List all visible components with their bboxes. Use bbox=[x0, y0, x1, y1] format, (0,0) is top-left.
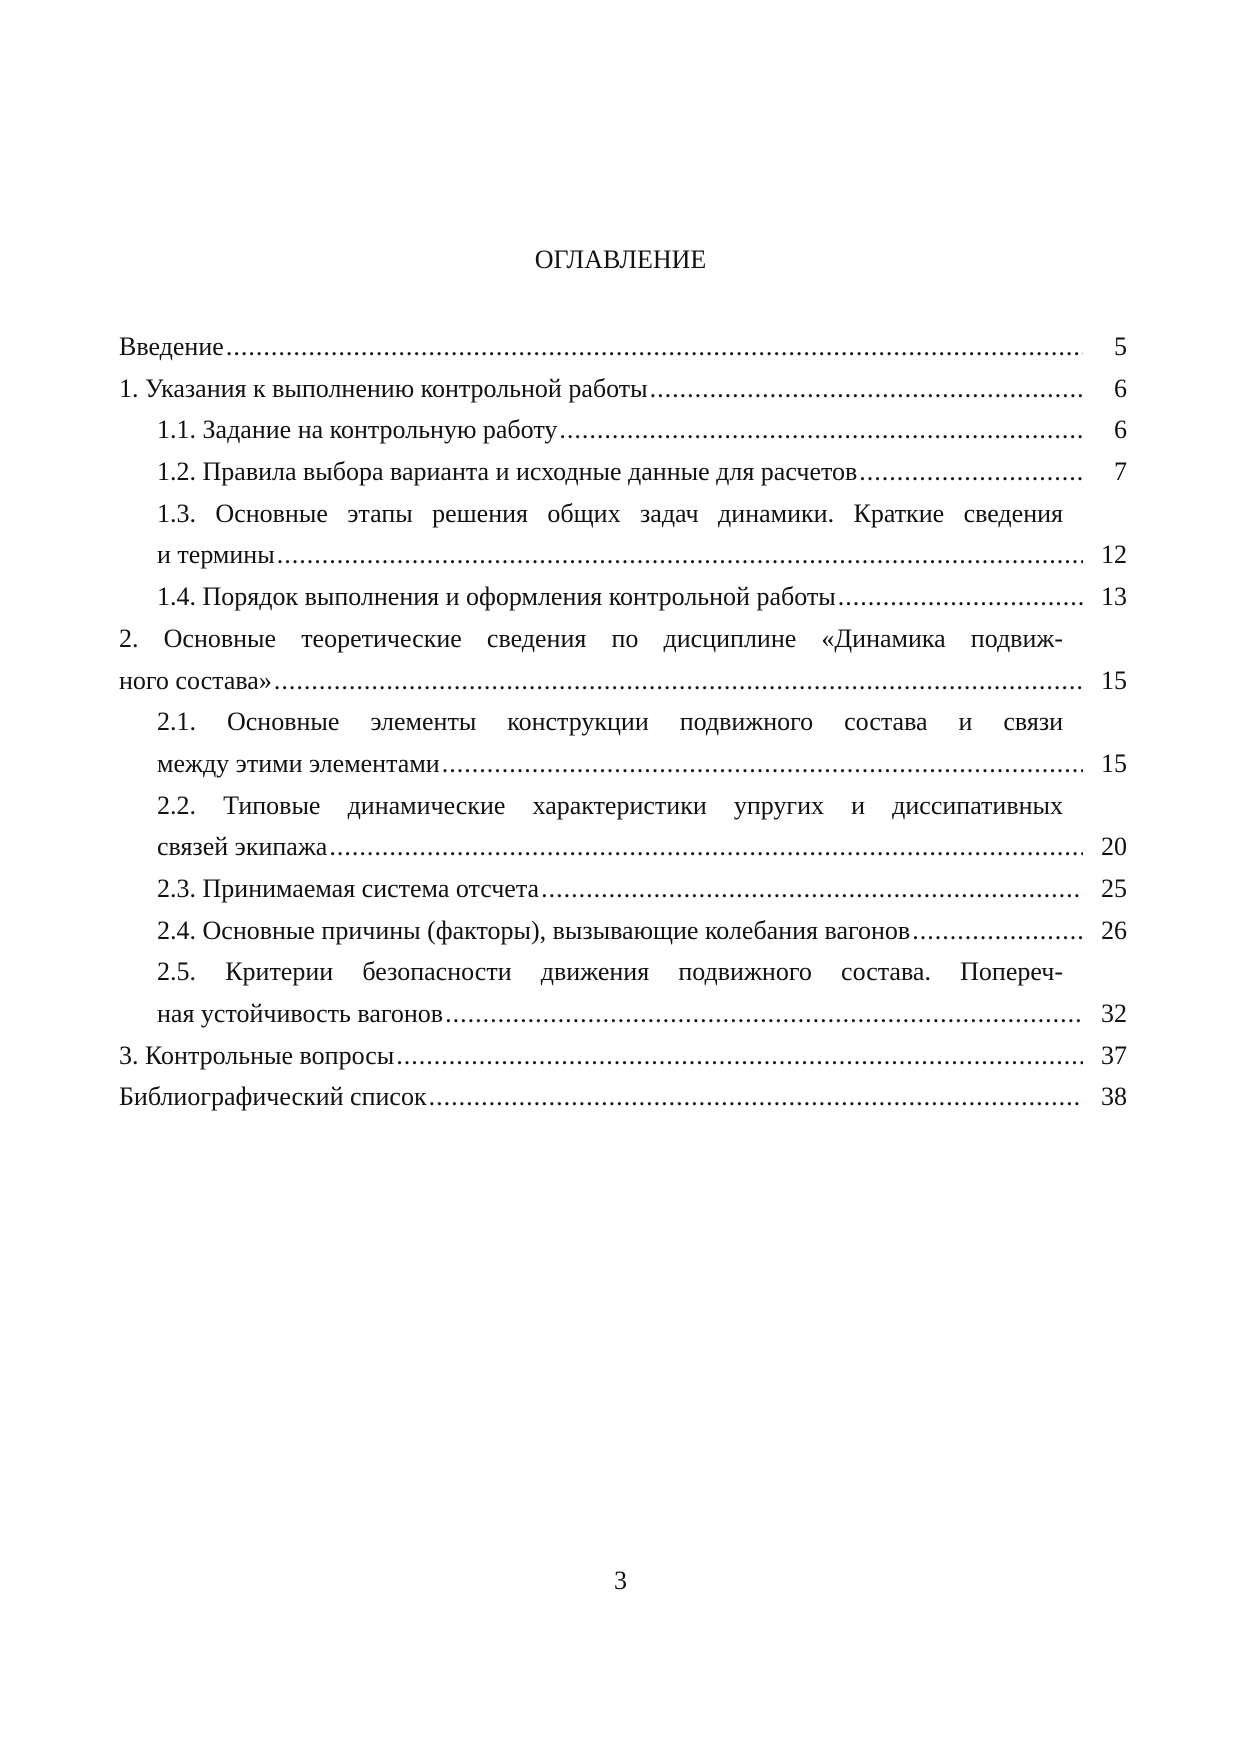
dot-leader bbox=[277, 534, 1083, 576]
dot-leader bbox=[650, 368, 1083, 410]
toc-entry[interactable] bbox=[119, 326, 1127, 368]
toc-page-number: 26 bbox=[1101, 915, 1127, 945]
toc-page-number: 20 bbox=[1101, 832, 1127, 862]
toc-entry-text: 1.1. Задание на контрольную работу bbox=[157, 415, 558, 445]
toc-page-number: 5 bbox=[1114, 332, 1127, 361]
toc-entry-text: Библиографический список bbox=[119, 1082, 427, 1112]
toc-entry-text: 2. Основные теоретические сведения по дисциплине «Динамика подвиж- bbox=[119, 623, 1063, 653]
table-of-contents bbox=[119, 326, 1127, 1118]
toc-entry[interactable] bbox=[119, 910, 1127, 952]
toc-entry-text: 1.2. Правила выбора варианта и исходные данные для расчетов bbox=[157, 457, 858, 487]
dot-leader bbox=[541, 868, 1083, 910]
dot-leader bbox=[226, 326, 1083, 368]
toc-page-number: 13 bbox=[1101, 582, 1127, 612]
toc-entry-text: 3. Контрольные вопросы bbox=[119, 1040, 395, 1070]
dot-leader bbox=[429, 1076, 1083, 1118]
toc-entry-text: 2.4. Основные причины (факторы), вызывающие колебания вагонов bbox=[157, 915, 911, 945]
toc-page-number: 12 bbox=[1101, 540, 1127, 570]
toc-entry[interactable] bbox=[119, 368, 1127, 410]
toc-entry-text: 2.2. Типовые динамические характеристики упругих и диссипативных bbox=[157, 790, 1063, 820]
toc-entry-text: 1.4. Порядок выполнения и оформления контрольной работы bbox=[157, 582, 836, 612]
toc-page-number: 32 bbox=[1101, 999, 1127, 1028]
toc-entry-text: и термины bbox=[157, 540, 275, 570]
toc-page-number: 15 bbox=[1101, 748, 1127, 778]
toc-entry[interactable] bbox=[119, 701, 1127, 784]
page-number: 3 bbox=[614, 1566, 627, 1595]
toc-entry-text: Введение bbox=[119, 332, 224, 361]
dot-leader bbox=[559, 409, 1083, 451]
toc-entry[interactable] bbox=[119, 451, 1127, 493]
toc-entry[interactable] bbox=[119, 868, 1127, 910]
toc-entry[interactable] bbox=[119, 618, 1127, 701]
dot-leader bbox=[838, 576, 1083, 618]
toc-entry-text: 2.3. Принимаемая система отсчета bbox=[157, 873, 540, 903]
dot-leader bbox=[396, 1035, 1083, 1077]
toc-entry[interactable] bbox=[119, 1035, 1127, 1077]
toc-entry[interactable] bbox=[119, 1076, 1127, 1118]
toc-entry-text: между этими элементами bbox=[157, 748, 440, 778]
toc-page-number: 6 bbox=[1114, 415, 1127, 445]
toc-entry-text: связей экипажа bbox=[157, 832, 328, 862]
dot-leader bbox=[442, 743, 1083, 785]
toc-page-number: 37 bbox=[1101, 1040, 1127, 1070]
dot-leader bbox=[445, 993, 1083, 1035]
toc-entry-text: 2.1. Основные элементы конструкции подвижного состава и связи bbox=[157, 707, 1063, 737]
page-title: ОГЛАВЛЕНИЕ bbox=[534, 245, 707, 274]
dot-leader bbox=[859, 451, 1083, 493]
toc-page-number: 6 bbox=[1114, 373, 1127, 403]
dot-leader bbox=[912, 910, 1083, 952]
dot-leader bbox=[329, 826, 1083, 868]
toc-entry-text: ная устойчивость вагонов bbox=[157, 999, 444, 1028]
toc-page-number: 15 bbox=[1101, 665, 1127, 695]
toc-entry[interactable] bbox=[119, 493, 1127, 576]
toc-entry-text: 1. Указания к выполнению контрольной работы bbox=[119, 373, 648, 403]
toc-page-number: 25 bbox=[1101, 873, 1127, 903]
dot-leader bbox=[274, 660, 1083, 702]
toc-entry-text: 2.5. Критерии безопасности движения подвижного состава. Попереч- bbox=[157, 957, 1063, 987]
toc-entry[interactable] bbox=[119, 785, 1127, 868]
toc-entry-text: ного состава» bbox=[119, 665, 272, 695]
toc-entry-text: 1.3. Основные этапы решения общих задач динамики. Краткие сведения bbox=[157, 498, 1063, 528]
toc-entry[interactable] bbox=[119, 576, 1127, 618]
toc-page-number: 7 bbox=[1114, 457, 1127, 487]
toc-entry[interactable] bbox=[119, 409, 1127, 451]
toc-page-number: 38 bbox=[1101, 1082, 1127, 1112]
toc-entry[interactable] bbox=[119, 951, 1127, 1034]
